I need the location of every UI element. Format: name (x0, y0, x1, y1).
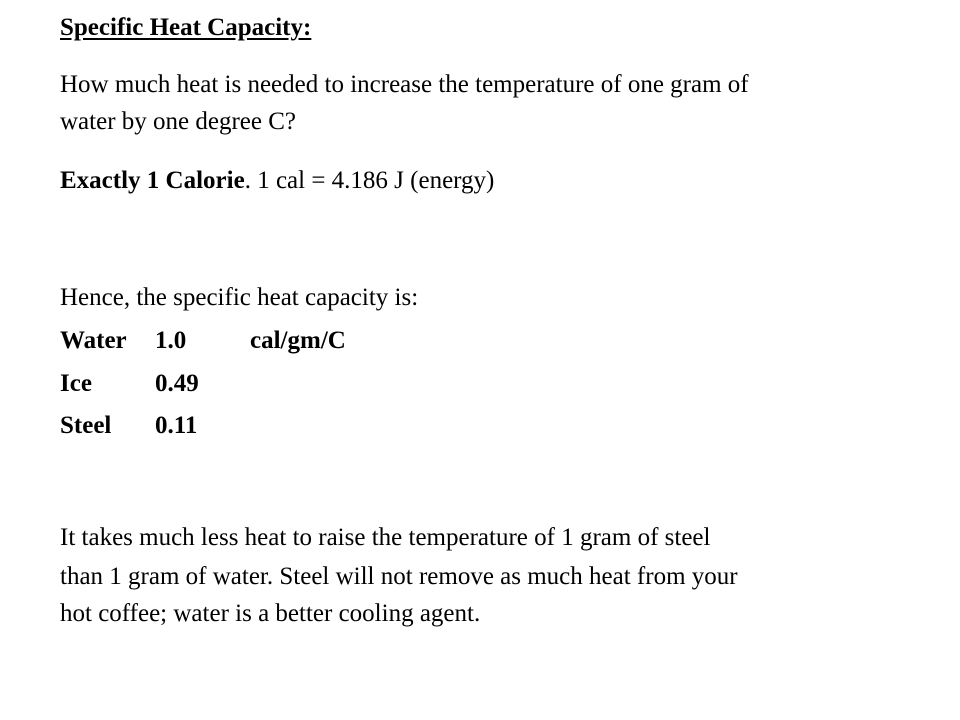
unit-label: cal/gm/C (250, 327, 346, 354)
heat-value: 1.0 (155, 327, 187, 354)
hence-line: Hence, the specific heat capacity is: (60, 284, 419, 311)
slide-title: Specific Heat Capacity: (60, 14, 312, 41)
material-name: Water (60, 327, 127, 354)
answer-rest: . 1 cal = 4.186 J (energy) (244, 167, 495, 194)
conclusion-line-1: It takes much less heat to raise the temperature of 1 gram of steel (60, 524, 711, 551)
question-line-2: water by one degree C? (60, 108, 296, 135)
material-name: Ice (60, 370, 92, 397)
heat-value: 0.49 (155, 370, 199, 397)
answer-line (60, 163, 494, 199)
conclusion-line-2: than 1 gram of water. Steel will not remove as much heat from your (60, 563, 738, 590)
answer-bold: Exactly 1 Calorie (60, 167, 245, 194)
question-line-1: How much heat is needed to increase the temperature of one gram of (60, 71, 749, 98)
heat-value: 0.11 (155, 412, 198, 439)
conclusion-line-3: hot coffee; water is a better cooling agent. (60, 600, 481, 627)
material-name: Steel (60, 412, 112, 439)
